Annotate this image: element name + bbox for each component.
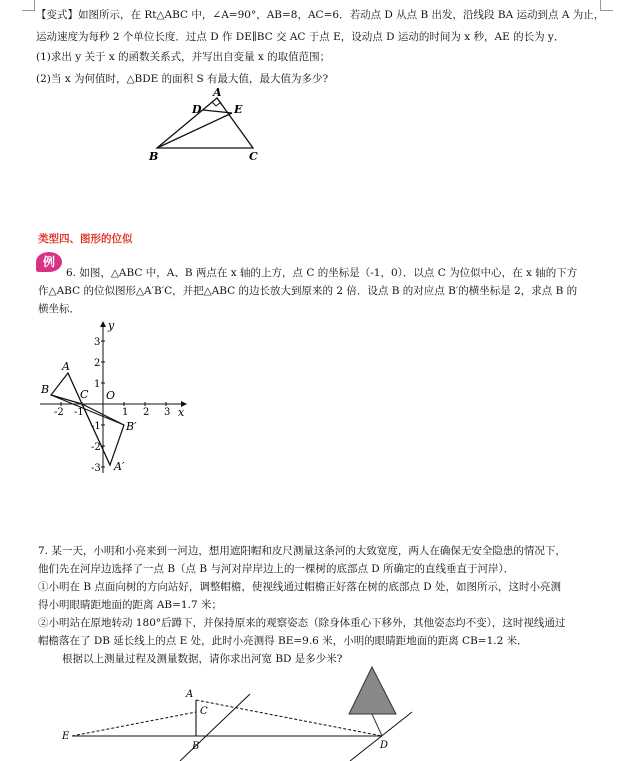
label-o: O: [106, 389, 116, 402]
x-tick-label: 2: [143, 407, 150, 418]
tree-trunk: [372, 714, 382, 736]
y-tick-label: -3: [91, 463, 101, 474]
problem7-line-7: 根据以上测量过程及测量数据，请你求出河宽 BD 是多少米?: [62, 653, 343, 665]
y-tick-label: 2: [94, 358, 101, 369]
label-c: C: [249, 150, 258, 163]
example-badge: 例: [36, 252, 62, 272]
variant-question-1: (1)求出 y 关于 x 的函数关系式，并写出自变量 x 的取值范围；: [36, 51, 331, 63]
problem7-line-6: 帽檐落在了 DB 延长线上的点 E 处，此时小亮测得 BE=9.6 米，小明的眼睛距地面的距离 CB=1.2 米．: [38, 635, 528, 647]
triangle-abc: [51, 373, 82, 404]
y-tick-label: -1: [91, 421, 101, 432]
x-tick-label: 1: [122, 407, 129, 418]
section-heading: 类型四、图形的位似: [38, 233, 133, 245]
label-a: A: [186, 689, 194, 700]
coordinate-figure: [36, 318, 196, 478]
variant-line-2: 运动速度为每秒 2 个单位长度．过点 D 作 DE∥BC 交 AC 于点 E，设动点 D 运动的时间为 x 秒，AE 的长为 y．: [36, 31, 565, 43]
line-aa2: [68, 373, 110, 465]
y-tick-label: -2: [91, 442, 101, 453]
crop-mark-left: [22, 0, 35, 11]
label-c: C: [200, 706, 208, 717]
tree-crown: [349, 667, 396, 714]
label-b: B: [149, 150, 159, 163]
label-b: B: [192, 741, 200, 752]
label-a-prime: A′: [114, 460, 125, 473]
label-b-prime: B′: [126, 420, 137, 433]
problem7-line-3: ①小明在 B 点面向树的方向站好，调整帽檐，使视线通过帽檐正好落在树的底部点 D 处，如图所示，这时小亮测: [38, 581, 561, 593]
triangle-figure: [145, 86, 275, 166]
problem7-line-2: 他们先在河岸边选择了一点 B（点 B 与河对岸岸边上的一棵树的底部点 D 所确定的直线垂直于河岸）．: [38, 563, 515, 575]
axis-x-label: x: [178, 406, 185, 419]
label-e: E: [62, 731, 70, 742]
problem6-line-3: 横坐标．: [38, 303, 80, 315]
y-tick-label: 1: [94, 379, 101, 390]
label-c: C: [80, 388, 89, 401]
segment-be: [157, 113, 232, 148]
label-d: D: [380, 740, 389, 751]
river-bank-near: [180, 694, 250, 761]
problem6-line-2: 作△ABC 的位似图形△A′B′C，并把△ABC 的边长放大到原来的 2 倍．设点 B 的对应点 B′的横坐标是 2，求点 B 的: [38, 285, 578, 297]
label-b: B: [41, 383, 50, 396]
axis-y-label: y: [108, 319, 115, 332]
label-e: E: [234, 103, 243, 116]
problem6-line-1: 6. 如图，△ABC 中，A、B 两点在 x 轴的上方，点 C 的坐标是（-1，0）．以点 C 为位似中心，在 x 轴的下方: [66, 267, 578, 279]
problem7-line-4: 得小明眼睛距地面的距离 AB=1.7 米；: [38, 599, 222, 611]
x-tick-label: -1: [74, 407, 84, 418]
x-tick-label: -2: [54, 407, 64, 418]
label-d: D: [192, 103, 202, 116]
problem7-line-1: 7. 某一天，小明和小亮来到一河边，想用遮阳帽和皮尺测量这条河的大致宽度，两人在确保无安全隐患的情况下，: [38, 545, 566, 557]
variant-question-2: (2)当 x 为何值时，△BDE 的面积 S 有最大值，最大值为多少?: [36, 73, 329, 85]
x-tick-label: 3: [164, 407, 171, 418]
y-tick-label: 3: [94, 337, 101, 348]
right-angle-mark: [212, 102, 221, 106]
problem7-line-5: ②小明站在原地转动 180°后蹲下，并保持原来的观察姿态（除身体重心下移外，其他姿态均不变），这时视线通过: [38, 617, 566, 629]
segment-de: [203, 110, 232, 113]
variant-line-1: 【变式】如图所示，在 Rt△ABC 中，∠A=90°，AB=8，AC=6．若动点 D 从点 B 出发，沿线段 BA 运动到点 A 为止，: [36, 9, 605, 21]
label-a: A: [213, 86, 222, 99]
label-a: A: [62, 360, 70, 373]
sight-line-ce: [72, 712, 196, 736]
river-figure: [60, 664, 420, 761]
